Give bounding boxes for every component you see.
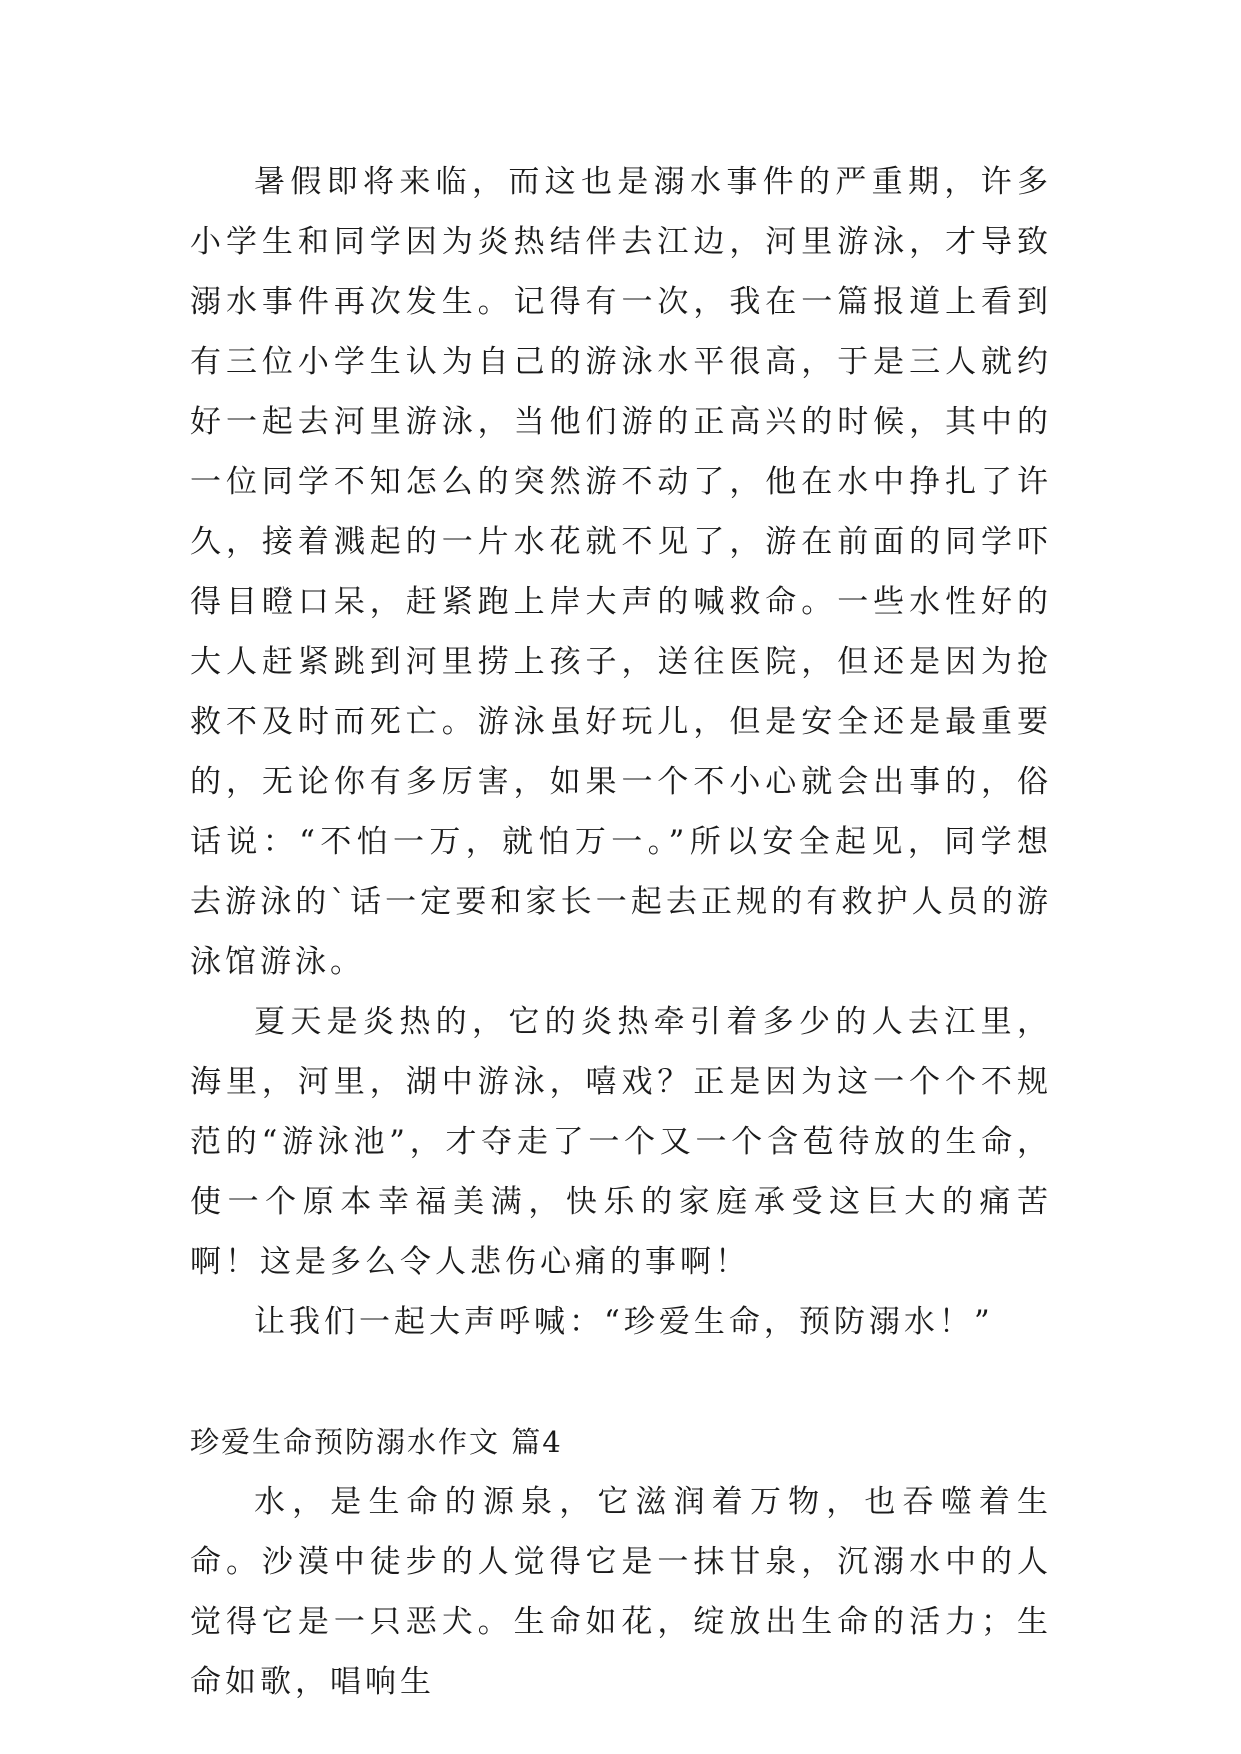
section-spacer	[190, 1352, 1052, 1412]
paragraph-water-source: 水，是生命的源泉，它滋润着万物，也吞噬着生命。沙漠中徒步的人觉得它是一抹甘泉，沉溺水中的人觉得它是一只恶犬。生命如花，绽放出生命的活力；生命如歌，唱响生	[190, 1484, 1052, 1700]
paragraph-call-to-action: 让我们一起大声呼喊：“珍爱生命，预防溺水！”	[254, 1304, 994, 1340]
paragraph-summer-drowning-story: 暑假即将来临，而这也是溺水事件的严重期，许多小学生和同学因为炎热结伴去江边，河里游泳，才导致溺水事件再次发生。记得有一次，我在一篇报道上看到有三位小学生认为自己的游泳水平很高，于是三人就约好一起去河里游泳，当他们游的正高兴的时候，其中的一位同学不知怎么的突然游不动了，他在水中挣扎了许久，接着溅起的一片水花就不见了，游在前面的同学吓得目瞪口呆，赶紧跑上岸大声的喊救命。一些水性好的大人赶紧跳到河里捞上孩子，送往医院，但还是因为抢救不及时而死亡。游泳虽好玩儿，但是安全还是最重要的，无论你有多厉害，如果一个不小心就会出事的，俗话说：“不怕一万，就怕万一。”所以安全起见，同学想去游泳的`话一定要和家长一起去正规的有救护人员的游泳馆游泳。	[190, 164, 1052, 980]
paragraph-summer-heat: 夏天是炎热的，它的炎热牵引着多少的人去江里，海里，河里，湖中游泳，嘻戏？正是因为这一个个不规范的“游泳池”，才夺走了一个又一个含苞待放的生命，使一个原本幸福美满，快乐的家庭承受这巨大的痛苦啊！这是多么令人悲伤心痛的事啊！	[190, 1004, 1052, 1280]
document-body	[190, 152, 1052, 1712]
section-heading: 珍爱生命预防溺水作文 篇4	[190, 1425, 563, 1459]
